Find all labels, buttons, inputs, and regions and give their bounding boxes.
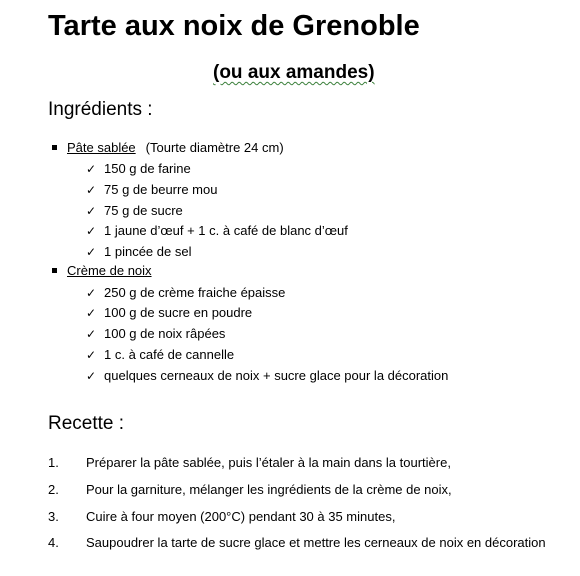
ingredient-group-pate — [52, 140, 284, 155]
square-bullet-icon — [52, 268, 57, 273]
list-item: ✓ 1 c. à café de cannelle — [86, 347, 235, 362]
list-item: ✓ 75 g de beurre mou — [86, 182, 218, 197]
recipe-step: 1. Préparer la pâte sablée, puis l’étaler à la main dans la tourtière, — [48, 455, 451, 470]
checkmark-icon: ✓ — [86, 306, 97, 320]
list-item: ✓ quelques cerneaux de noix + sucre glace pour la décoration — [86, 368, 449, 383]
checkmark-icon: ✓ — [86, 286, 97, 300]
group-name: Crème de noix — [67, 263, 152, 278]
checkmark-icon: ✓ — [86, 348, 97, 362]
square-bullet-icon — [52, 145, 57, 150]
list-item: ✓ 75 g de sucre — [86, 203, 183, 218]
checkmark-icon: ✓ — [86, 245, 97, 259]
recipe-heading: Recette : — [48, 413, 125, 434]
ingredient-group-creme — [52, 263, 152, 278]
checkmark-icon: ✓ — [86, 327, 97, 341]
recipe-subtitle: (ou aux amandes) — [213, 62, 375, 83]
ingredients-heading: Ingrédients : — [48, 99, 153, 120]
list-item: ✓ 1 jaune d’œuf + 1 c. à café de blanc d’œuf — [86, 223, 348, 238]
group-name: Pâte sablée — [67, 140, 136, 155]
list-item: ✓ 100 g de noix râpées — [86, 326, 226, 341]
checkmark-icon: ✓ — [86, 204, 97, 218]
checkmark-icon: ✓ — [86, 162, 97, 176]
list-item: ✓ 100 g de sucre en poudre — [86, 305, 253, 320]
list-item: ✓ 250 g de crème fraiche épaisse — [86, 285, 286, 300]
list-item: ✓ 1 pincée de sel — [86, 244, 192, 259]
checkmark-icon: ✓ — [86, 369, 97, 383]
recipe-step: 4. Saupoudrer la tarte de sucre glace et mettre les cerneaux de noix en décoration — [48, 535, 546, 550]
recipe-step: 3. Cuire à four moyen (200°C) pendant 30 à 35 minutes, — [48, 509, 396, 524]
group-note: (Tourte diamètre 24 cm) — [145, 140, 284, 155]
list-item: ✓ 150 g de farine — [86, 161, 191, 176]
recipe-step: 2. Pour la garniture, mélanger les ingrédients de la crème de noix, — [48, 482, 452, 497]
checkmark-icon: ✓ — [86, 224, 97, 238]
recipe-title: Tarte aux noix de Grenoble — [48, 10, 420, 42]
checkmark-icon: ✓ — [86, 183, 97, 197]
